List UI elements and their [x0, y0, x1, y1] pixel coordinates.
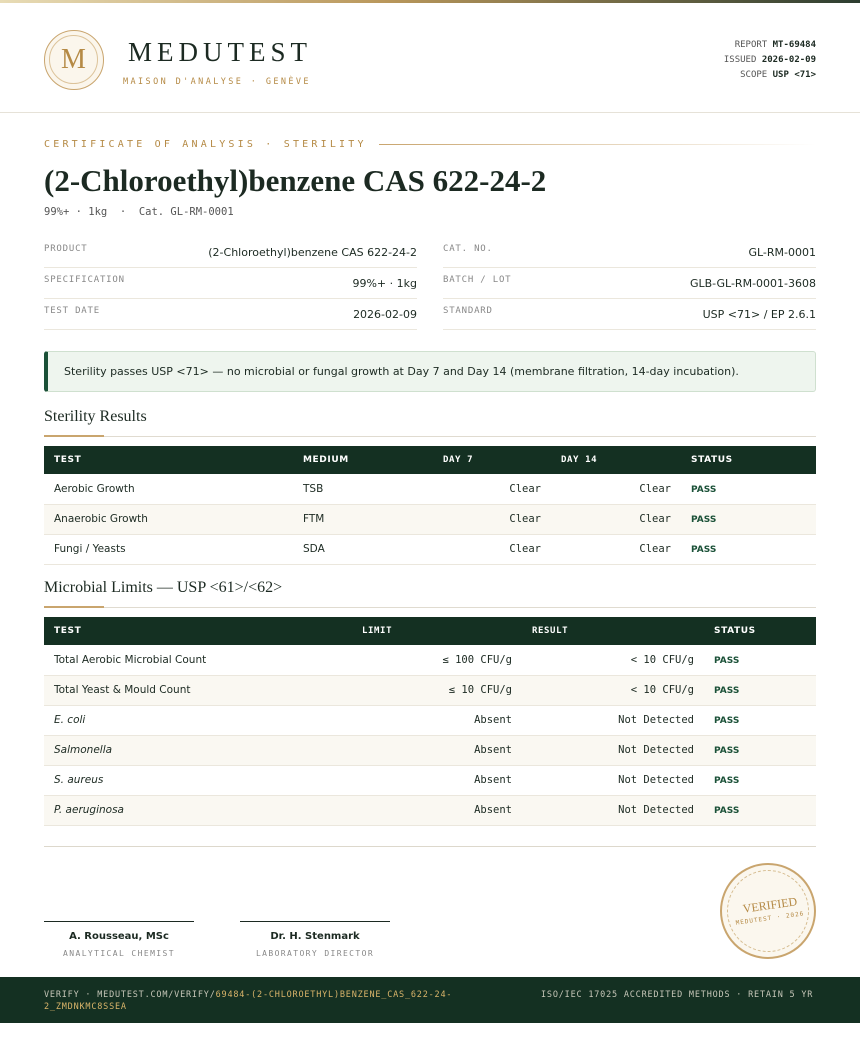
table-header-row — [44, 446, 816, 474]
section-accent — [44, 606, 104, 608]
medutest-logo — [44, 30, 104, 90]
info-row-specification — [44, 268, 417, 299]
day7-result: Clear — [433, 504, 551, 534]
result-value: < 10 CFU/g — [522, 675, 704, 705]
info-row-standard — [443, 299, 816, 330]
info-label: SPECIFICATION — [44, 275, 125, 285]
pass-badge: PASS — [714, 806, 740, 816]
info-label: BATCH / LOT — [443, 275, 512, 285]
sterility-table — [44, 446, 816, 565]
limit-value: ≤ 100 CFU/g — [352, 645, 522, 675]
product-info-left — [44, 237, 417, 330]
report-meta — [724, 38, 816, 83]
medium: FTM — [293, 504, 433, 534]
limit-value: Absent — [352, 735, 522, 765]
info-label: CAT. NO. — [443, 244, 493, 254]
microbial-section-title: Microbial Limits — USP <61>/<62> — [44, 579, 283, 596]
microbial-table — [44, 617, 816, 826]
result-value: Not Detected — [522, 795, 704, 825]
test-name: Fungi / Yeasts — [44, 534, 293, 564]
col-result: RESULT — [522, 617, 704, 645]
brand-tagline: MAISON D'ANALYSE · GENÈVE — [123, 77, 311, 87]
table-row — [44, 474, 816, 504]
info-row-cat-no — [443, 237, 816, 268]
signatory-name: Dr. H. Stenmark — [270, 931, 360, 942]
signatory-name: A. Rousseau, MSc — [69, 931, 169, 942]
day14-result: Clear — [551, 504, 681, 534]
day7-result: Clear — [433, 534, 551, 564]
sterility-notice: Sterility passes USP <71> — no microbial or fungal growth at Day 7 and Day 14 (membrane filtration, 14-day incubation). — [44, 351, 816, 392]
table-row — [44, 645, 816, 675]
limit-value: Absent — [352, 795, 522, 825]
info-value: 99%+ · 1kg — [352, 276, 417, 290]
status-cell — [704, 645, 816, 675]
table-row — [44, 675, 816, 705]
col-medium: MEDIUM — [293, 446, 433, 474]
signatory-role: LABORATORY DIRECTOR — [255, 949, 375, 958]
day7-result: Clear — [433, 474, 551, 504]
result-value: Not Detected — [522, 735, 704, 765]
pass-badge: PASS — [691, 515, 717, 525]
status-cell — [704, 705, 816, 735]
status-cell — [681, 474, 816, 504]
info-value: 2026-02-09 — [353, 307, 417, 321]
limit-value: Absent — [352, 765, 522, 795]
status-cell — [704, 795, 816, 825]
info-value: USP <71> / EP 2.6.1 — [702, 307, 816, 321]
product-subtitle: 99%+ · 1kg · Cat. GL-RM-0001 — [44, 206, 234, 218]
signature-director — [240, 921, 390, 958]
info-row-product — [44, 237, 417, 268]
result-value: < 10 CFU/g — [522, 645, 704, 675]
table-row — [44, 534, 816, 564]
table-row — [44, 705, 816, 735]
status-cell — [681, 504, 816, 534]
pass-badge: PASS — [714, 776, 740, 786]
table-row — [44, 795, 816, 825]
kicker-divider — [379, 144, 816, 145]
pass-badge: PASS — [714, 686, 740, 696]
seal-text: VERIFIED — [741, 894, 798, 916]
certificate-kicker: CERTIFICATE OF ANALYSIS · STERILITY — [44, 139, 367, 150]
test-name: S. aureus — [44, 765, 352, 795]
status-cell — [704, 735, 816, 765]
signature-analyst — [44, 921, 194, 958]
day14-result: Clear — [551, 474, 681, 504]
pass-badge: PASS — [691, 484, 717, 495]
col-status: STATUS — [704, 617, 816, 645]
info-label: STANDARD — [443, 306, 493, 316]
accreditation-note: ISO/IEC 17025 ACCREDITED METHODS · RETAIN 5 YR — [541, 990, 814, 1000]
verified-seal — [720, 863, 816, 959]
verification-footer — [0, 977, 860, 1023]
signatory-role: ANALYTICAL CHEMIST — [63, 949, 175, 958]
info-value: GL-RM-0001 — [748, 245, 816, 259]
pass-badge: PASS — [714, 655, 740, 666]
col-limit: LIMIT — [352, 617, 522, 645]
table-row — [44, 735, 816, 765]
test-name: Salmonella — [44, 735, 352, 765]
scope-line: SCOPE USP <71> — [740, 70, 816, 80]
certificate-kicker-row — [44, 139, 816, 150]
pass-badge: PASS — [714, 716, 740, 726]
result-value: Not Detected — [522, 705, 704, 735]
test-name: Total Yeast & Mould Count — [44, 675, 352, 705]
status-cell — [704, 765, 816, 795]
limit-value: ≤ 10 CFU/g — [352, 675, 522, 705]
section-accent — [44, 435, 104, 437]
verify-link[interactable] — [44, 989, 484, 1013]
verify-code: 69484-(2-CHLOROETHYL)BENZENE_CAS_622-24-2_ZMDNKMC8SSEA — [44, 990, 453, 1012]
col-day7: DAY 7 — [433, 446, 551, 474]
info-value: GLB-GL-RM-0001-3608 — [689, 276, 816, 290]
info-value: (2-Chloroethyl)benzene CAS 622-24-2 — [208, 245, 417, 259]
result-value: Not Detected — [522, 765, 704, 795]
pass-badge: PASS — [691, 545, 717, 555]
test-name: Anaerobic Growth — [44, 504, 293, 534]
table-header-row — [44, 617, 816, 645]
day14-result: Clear — [551, 534, 681, 564]
brand-name: MEDUTEST — [128, 37, 312, 67]
info-label: TEST DATE — [44, 306, 100, 316]
col-test: TEST — [44, 446, 293, 474]
col-day14: DAY 14 — [551, 446, 681, 474]
product-info-right — [443, 237, 816, 330]
status-cell — [681, 534, 816, 564]
medium: SDA — [293, 534, 433, 564]
product-title: (2-Chloroethyl)benzene CAS 622-24-2 — [44, 163, 547, 198]
report-header — [0, 3, 860, 113]
section-divider — [44, 436, 816, 437]
col-status: STATUS — [681, 446, 816, 474]
pass-badge: PASS — [714, 746, 740, 756]
info-row-batch — [443, 268, 816, 299]
footer-divider — [44, 846, 816, 847]
logo-monogram: M — [49, 35, 98, 84]
issued-line: ISSUED 2026-02-09 — [723, 55, 816, 65]
test-name: Total Aerobic Microbial Count — [44, 645, 352, 675]
test-name: Aerobic Growth — [44, 474, 293, 504]
col-test: TEST — [44, 617, 352, 645]
sterility-section-title: Sterility Results — [44, 408, 147, 425]
report-id-line: REPORT MT-69484 — [734, 40, 816, 50]
medium: TSB — [293, 474, 433, 504]
test-name: P. aeruginosa — [44, 795, 352, 825]
status-cell — [704, 675, 816, 705]
table-row — [44, 765, 816, 795]
limit-value: Absent — [352, 705, 522, 735]
info-row-test-date — [44, 299, 417, 330]
info-label: PRODUCT — [44, 244, 88, 254]
section-divider — [44, 607, 816, 608]
seal-subtext: MEDUTEST · 2026 — [735, 910, 805, 927]
verify-prefix: VERIFY · MEDUTEST.COM/VERIFY/ — [44, 990, 216, 1000]
test-name: E. coli — [44, 705, 352, 735]
table-row — [44, 504, 816, 534]
